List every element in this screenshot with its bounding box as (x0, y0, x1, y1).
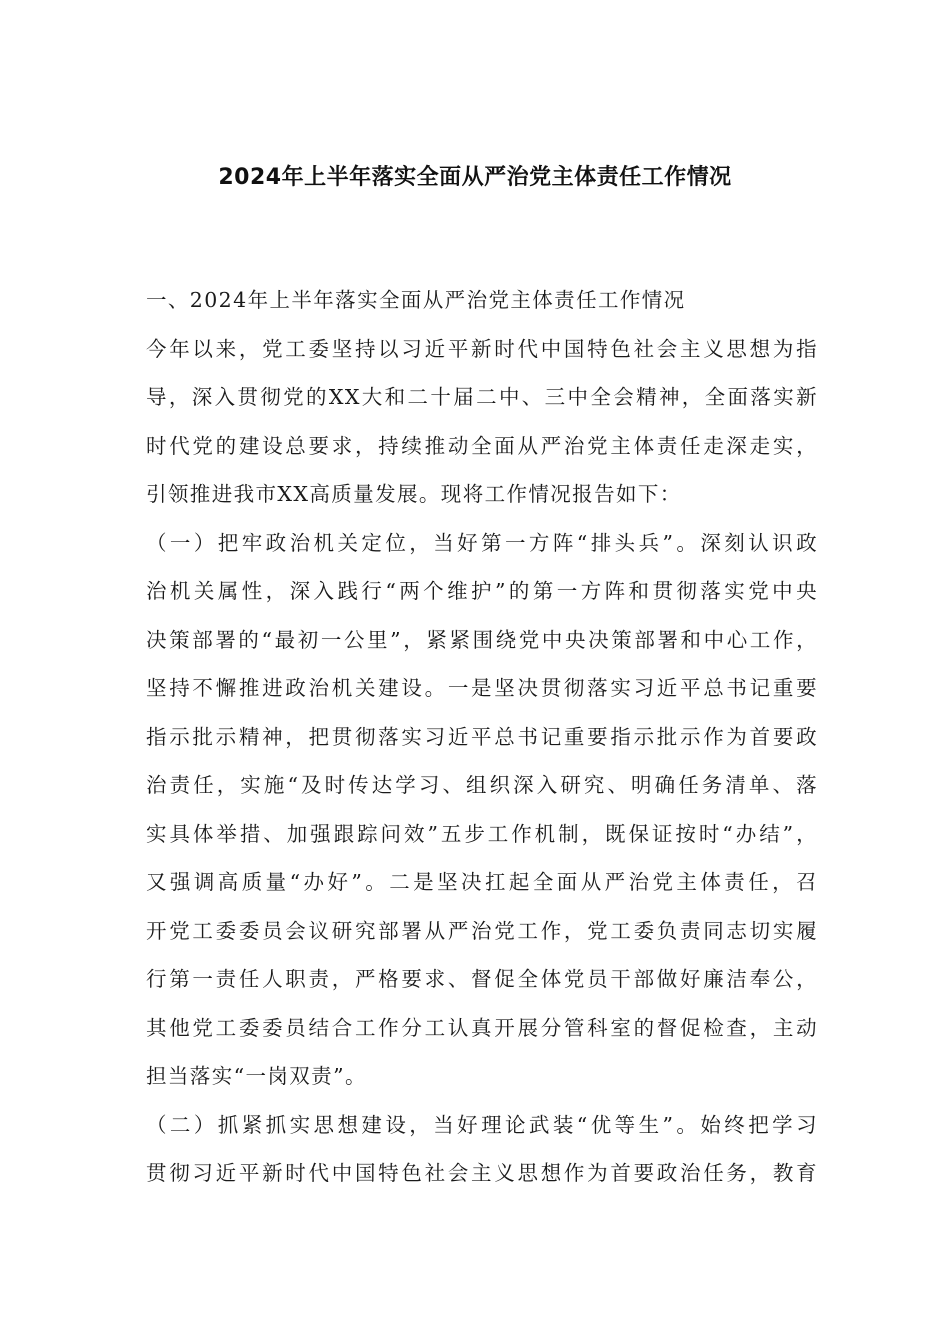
paragraph-line: 导，深入贯彻党的XX大和二十届二中、三中全会精神，全面落实新 (146, 385, 818, 409)
paragraph-line: 行第一责任人职责，严格要求、督促全体党员干部做好廉洁奉公， (146, 967, 818, 991)
paragraph-line: 引领推进我市XX高质量发展。现将工作情况报告如下： (146, 482, 682, 506)
document-body (146, 282, 818, 1204)
paragraph-line: 决策部署的“最初一公里”，紧紧围绕党中央决策部署和中心工作， (146, 627, 818, 652)
paragraph-line: 今年以来，党工委坚持以习近平新时代中国特色社会主义思想为指 (146, 336, 818, 361)
paragraph-line: 开党工委委员会议研究部署从严治党工作，党工委负责同志切实履 (146, 918, 818, 943)
paragraph-line: 贯彻习近平新时代中国特色社会主义思想作为首要政治任务，教育 (146, 1161, 818, 1185)
section-heading-1: 一、2024年上半年落实全面从严治党主体责任工作情况 (146, 288, 686, 312)
document-title: 2024年上半年落实全面从严治党主体责任工作情况 (218, 165, 732, 190)
paragraph-line: 担当落实“一岗双责”。 (146, 1064, 367, 1088)
paragraph-line: （一）把牢政治机关定位，当好第一方阵“排头兵”。深刻认识政 (146, 530, 818, 555)
paragraph-line: 实具体举措、加强跟踪问效”五步工作机制，既保证按时“办结”， (146, 821, 818, 846)
paragraph-line: 时代党的建设总要求，持续推动全面从严治党主体责任走深走实， (146, 433, 818, 458)
paragraph-line: 治责任，实施“及时传达学习、组织深入研究、明确任务清单、落 (146, 773, 818, 797)
paragraph-line: 治机关属性，深入践行“两个维护”的第一方阵和贯彻落实党中央 (146, 579, 818, 603)
paragraph-line: 指示批示精神，把贯彻落实习近平总书记重要指示批示作为首要政 (146, 724, 818, 749)
paragraph-line: （二）抓紧抓实思想建设，当好理论武装“优等生”。始终把学习 (146, 1112, 818, 1137)
paragraph-line: 其他党工委委员结合工作分工认真开展分管科室的督促检查，主动 (146, 1015, 818, 1040)
paragraph-line: 坚持不懈推进政治机关建设。一是坚决贯彻落实习近平总书记重要 (146, 676, 818, 700)
paragraph-line: 又强调高质量“办好”。二是坚决扛起全面从严治党主体责任，召 (146, 870, 818, 894)
